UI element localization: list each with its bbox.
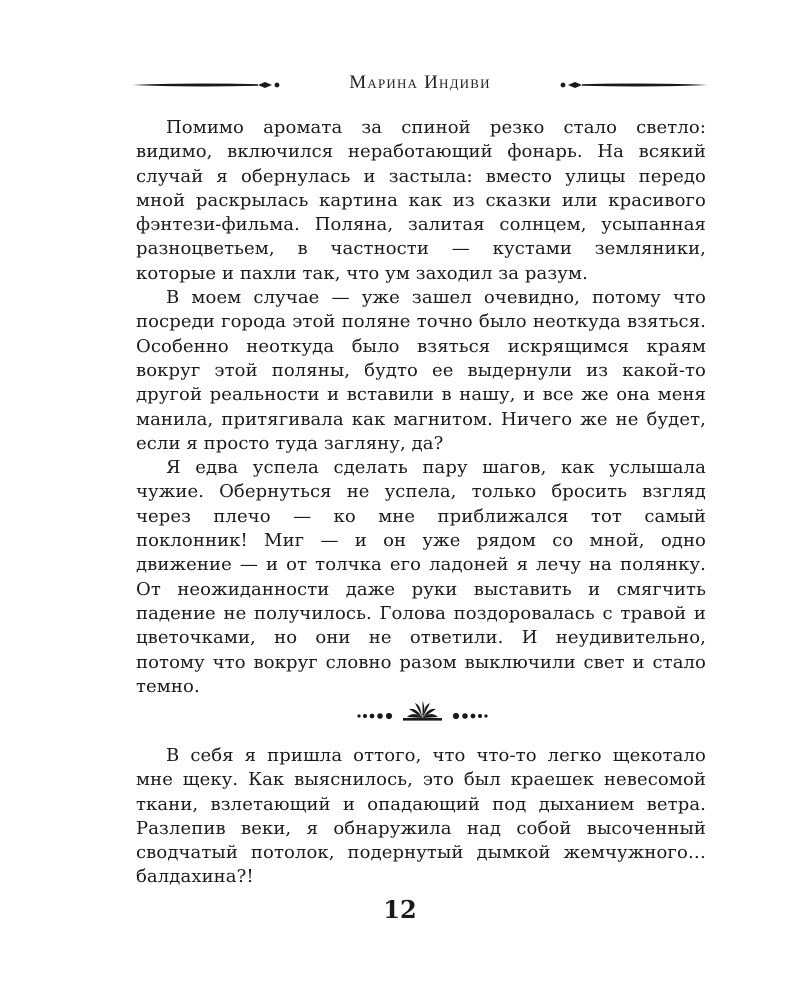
- paragraph-1: Помимо аромата за спиной резко стало светло: видимо, включился неработающий фонарь. На всякий случай я обернулась и застыла: вместо улицы передо мной раскрылась картина как из сказки или красивого фэнтези-фильма. Поляна, залитая солнцем, усыпанная разноцветьем, в частности — кустами земляники, которые и пахли так, что ум заходил за разум.: [136, 117, 706, 284]
- paragraph-4: В себя я пришла оттого, что что-то легко щекотало мне щеку. Как выяснилось, это был краешек невесомой ткани, взлетающий и опадающий под дыханием ветра. Разлепив веки, я обнаружила над собой высоченный сводчатый потолок, подернутый дымкой жемчужного… балдахина?!: [136, 745, 706, 888]
- right-header-rule: [560, 78, 710, 92]
- main-text-block: [136, 116, 706, 699]
- paragraph-3: Я едва успела сделать пару шагов, как услышала чужие. Обернуться не успела, только бросить взгляд через плечо — ко мне приближался тот самый поклонник! Миг — и он уже рядом со мной, одно движение — и от толчка его ладоней я лечу на полянку. От неожиданности даже руки выставить и смягчить падение не получилось. Голова поздоровалась с травой и цветочками, но они не ответили. И неудивительно, потому что вокруг словно разом выключили свет и стало темно.: [136, 457, 706, 697]
- page-number: 12: [383, 895, 417, 924]
- section-break-ornament-icon: [355, 700, 490, 724]
- continuation-text-block: [136, 744, 706, 890]
- running-title: Марина Индиви: [349, 72, 491, 93]
- paragraph-2: В моем случае — уже зашел очевидно, потому что посреди города этой поляне точно было неоткуда взяться. Особенно неоткуда было взяться искрящимся краям вокруг этой поляны, будто ее выдернули из какой-то другой реальности и вставили в нашу, и все же она меня манила, притягивала как магнитом. Ничего же не будет, если я просто туда загляну, да?: [136, 287, 706, 454]
- running-head: [130, 70, 710, 100]
